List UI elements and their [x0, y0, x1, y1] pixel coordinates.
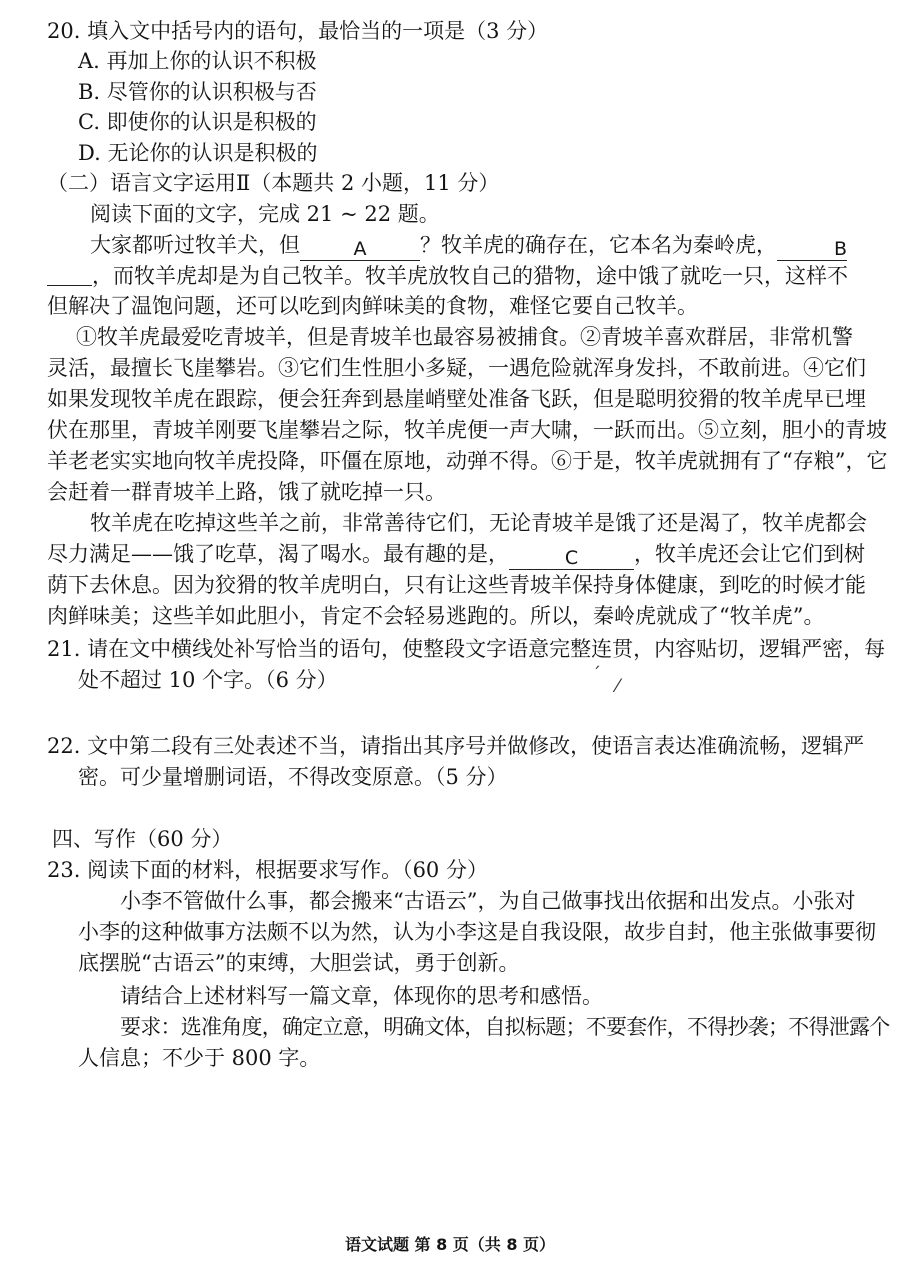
passage-p2-line1: ①牧羊虎最爱吃青坡羊，但是青坡羊也最容易被捕食。②青坡羊喜欢群居，非常机警 [76, 325, 853, 349]
q23-material-line1: 小李不管做什么事，都会搬来“古语云”，为自己做事找出依据和出发点。小张对 [120, 889, 856, 913]
q20-option-c: C. 即使你的认识是积极的 [78, 110, 317, 134]
page-footer: 语文试题 第 8 页（共 8 页） [344, 1235, 556, 1254]
passage-p3-line1: 牧羊虎在吃掉这些羊之前，非常善待它们，无论青坡羊是饿了还是渴了，牧羊虎都会 [90, 511, 867, 535]
passage-p1-line1 [90, 230, 847, 261]
passage-text: 尽力满足——饿了吃草，渴了喝水。最有趣的是， [47, 542, 509, 566]
q20-stem: 20. 填入文中括号内的语句，最恰当的一项是（3 分） [47, 19, 549, 43]
q23-task: 请结合上述材料写一篇文章，体现你的思考和感悟。 [120, 984, 603, 1008]
q23-stem: 23. 阅读下面的材料，根据要求写作。（60 分） [47, 858, 488, 882]
passage-p2-line4: 伏在那里，青坡羊刚要飞崖攀岩之际，牧羊虎便一声大啸，一跃而出。⑤立刻，胆小的青坡 [47, 418, 887, 442]
blank-b-continued [47, 263, 92, 286]
q20-option-a: A. 再加上你的认识不积极 [78, 49, 317, 73]
section2-instruction: 阅读下面的文字，完成 21 ~ 22 题。 [90, 202, 440, 226]
q22-line1: 22. 文中第二段有三处表述不当，请指出其序号并做修改，使语言表达准确流畅，逻辑严 [47, 734, 865, 758]
passage-p2-line6: 会赶着一群青坡羊上路，饿了就吃掉一只。 [47, 480, 446, 504]
passage-text: ，牧羊虎还会让它们到树 [634, 542, 865, 566]
passage-p3-line2 [47, 539, 865, 570]
passage-text: ？牧羊虎的确存在，它本名为秦岭虎， [420, 233, 777, 257]
passage-text: ，而牧羊虎却是为自己牧羊。牧羊虎放牧自己的猎物，途中饿了就吃一只，这样不 [92, 264, 848, 288]
passage-p3-line3: 荫下去休息。因为狡猾的牧羊虎明白，只有让这些青坡羊保持身体健康，到吃的时候才能 [47, 573, 866, 597]
passage-p2-line5: 羊老老实实地向牧羊虎投降，吓僵在原地，动弹不得。⑥于是，牧羊虎就拥有了“存粮”，它 [47, 449, 888, 473]
q22-line2: 密。可少量增删词语，不得改变原意。（5 分） [78, 765, 508, 789]
q21-line2: 处不超过 10 个字。（6 分） [78, 668, 338, 692]
passage-p3-line4: 肉鲜味美；这些羊如此胆小，肯定不会轻易逃跑的。所以，秦岭虎就成了“牧羊虎”。 [47, 604, 825, 628]
blank-b: B [777, 238, 847, 261]
section2-title: （二）语言文字运用Ⅱ（本题共 2 小题，11 分） [47, 171, 500, 195]
q23-material-line2: 小李的这种做事方法颇不以为然，认为小李这是自我设限，故步自封，他主张做事要彻 [78, 920, 876, 944]
q23-material-line3: 底摆脱“古语云”的束缚，大胆尝试，勇于创新。 [78, 951, 520, 975]
q20-option-b: B. 尽管你的认识积极与否 [78, 80, 317, 104]
passage-p2-line2: 灵活，最擅长飞崖攀岩。③它们生性胆小多疑，一遇危险就浑身发抖，不敢前进。④它们 [47, 356, 866, 380]
passage-p1-line3: 但解决了温饱问题，还可以吃到肉鲜味美的食物，难怪它要自己牧羊。 [47, 294, 698, 318]
section4-title: 四、写作（60 分） [52, 827, 233, 851]
q21-line1: 21. 请在文中横线处补写恰当的语句，使整段文字语意完整连贯，内容贴切，逻辑严密，每 [47, 637, 886, 661]
passage-p1-line2 [47, 261, 848, 291]
q23-requirement-line2: 人信息；不少于 800 字。 [78, 1046, 321, 1070]
blank-a: A [300, 238, 420, 261]
q20-option-d: D. 无论你的认识是积极的 [78, 141, 318, 165]
passage-text: 大家都听过牧羊犬，但 [90, 233, 300, 257]
q23-requirement-line1: 要求：选准角度，确定立意，明确文体，自拟标题；不要套作，不得抄袭；不得泄露个 [120, 1015, 890, 1039]
stray-pen-mark: ˊ [592, 664, 601, 685]
stray-pen-mark: ⁄ [616, 676, 620, 697]
blank-c: C [509, 547, 634, 570]
passage-p2-line3: 如果发现牧羊虎在跟踪，便会狂奔到悬崖峭壁处准备飞跃，但是聪明狡猾的牧羊虎早已埋 [47, 387, 866, 411]
